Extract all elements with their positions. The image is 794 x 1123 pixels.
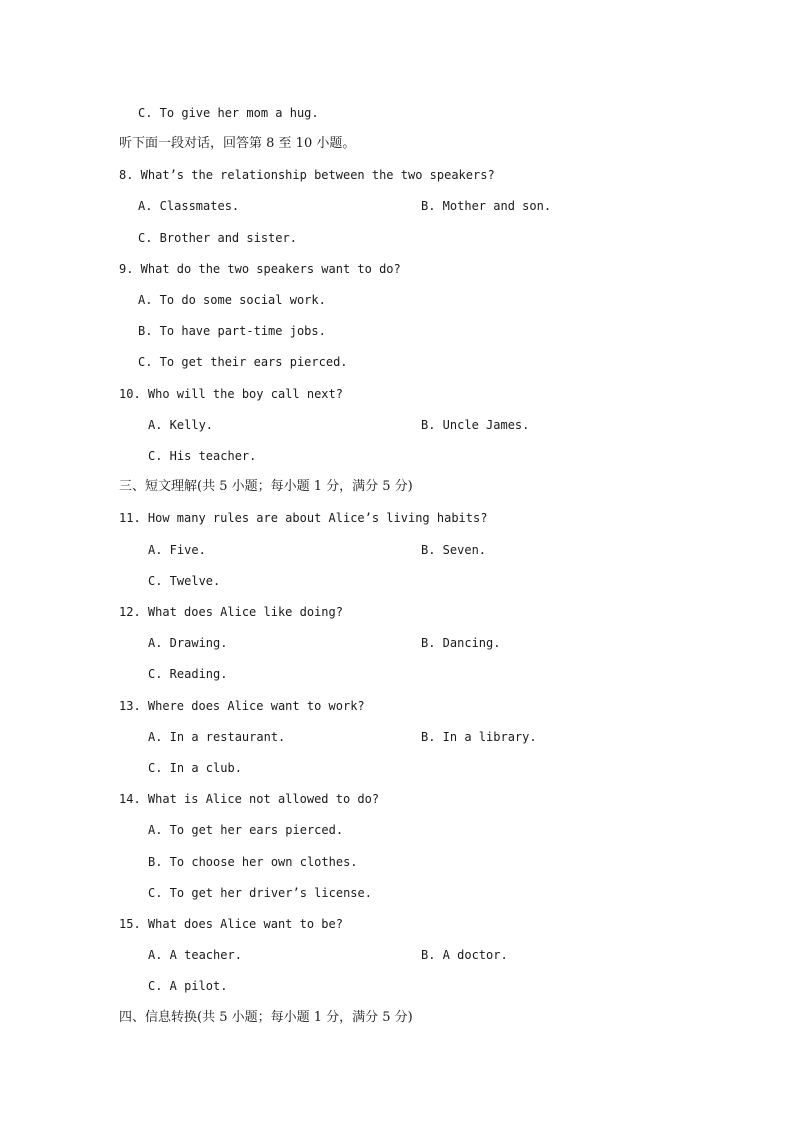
option-10a: A. Kelly. <box>148 418 214 432</box>
option-15a: A. A teacher. <box>148 948 242 962</box>
option-9c: C. To get their ears pierced. <box>138 355 348 369</box>
question-12: 12. What does Alice like doing? <box>119 605 343 619</box>
option-10c: C. His teacher. <box>148 449 257 463</box>
option-13c: C. In a club. <box>148 761 242 775</box>
question-13: 13. Where does Alice want to work? <box>119 699 365 713</box>
option-12a: A. Drawing. <box>148 636 228 650</box>
option-12b: B. Dancing. <box>421 636 501 650</box>
option-11b: B. Seven. <box>421 543 487 557</box>
option-8c: C. Brother and sister. <box>138 231 297 245</box>
question-15: 15. What does Alice want to be? <box>119 917 343 931</box>
option-10b: B. Uncle James. <box>421 418 530 432</box>
option-9b: B. To have part-time jobs. <box>138 324 326 338</box>
option-8b: B. Mother and son. <box>421 199 552 213</box>
section-instruction: 听下面一段对话，回答第 8 至 10 小题。 <box>119 136 356 151</box>
option-7c: C. To give her mom a hug. <box>138 106 319 120</box>
question-9: 9. What do the two speakers want to do? <box>119 262 401 276</box>
option-11a: A. Five. <box>148 543 206 557</box>
option-13a: A. In a restaurant. <box>148 730 286 744</box>
option-15b: B. A doctor. <box>421 948 508 962</box>
option-8a: A. Classmates. <box>138 199 240 213</box>
question-11: 11. How many rules are about Alice’s living habits? <box>119 511 488 525</box>
option-13b: B. In a library. <box>421 730 537 744</box>
option-11c: C. Twelve. <box>148 574 221 588</box>
option-15c: C. A pilot. <box>148 979 228 993</box>
section-heading-4: 四、信息转换(共 5 小题；每小题 1 分，满分 5 分) <box>119 1010 413 1025</box>
question-8: 8. What’s the relationship between the two speakers? <box>119 168 495 182</box>
option-14a: A. To get her ears pierced. <box>148 823 344 837</box>
section-heading-3: 三、短文理解(共 5 小题；每小题 1 分，满分 5 分) <box>119 479 413 494</box>
question-10: 10. Who will the boy call next? <box>119 387 343 401</box>
option-14c: C. To get her driver’s license. <box>148 886 372 900</box>
question-14: 14. What is Alice not allowed to do? <box>119 792 380 806</box>
option-14b: B. To choose her own clothes. <box>148 855 358 869</box>
option-9a: A. To do some social work. <box>138 293 326 307</box>
option-12c: C. Reading. <box>148 667 228 681</box>
